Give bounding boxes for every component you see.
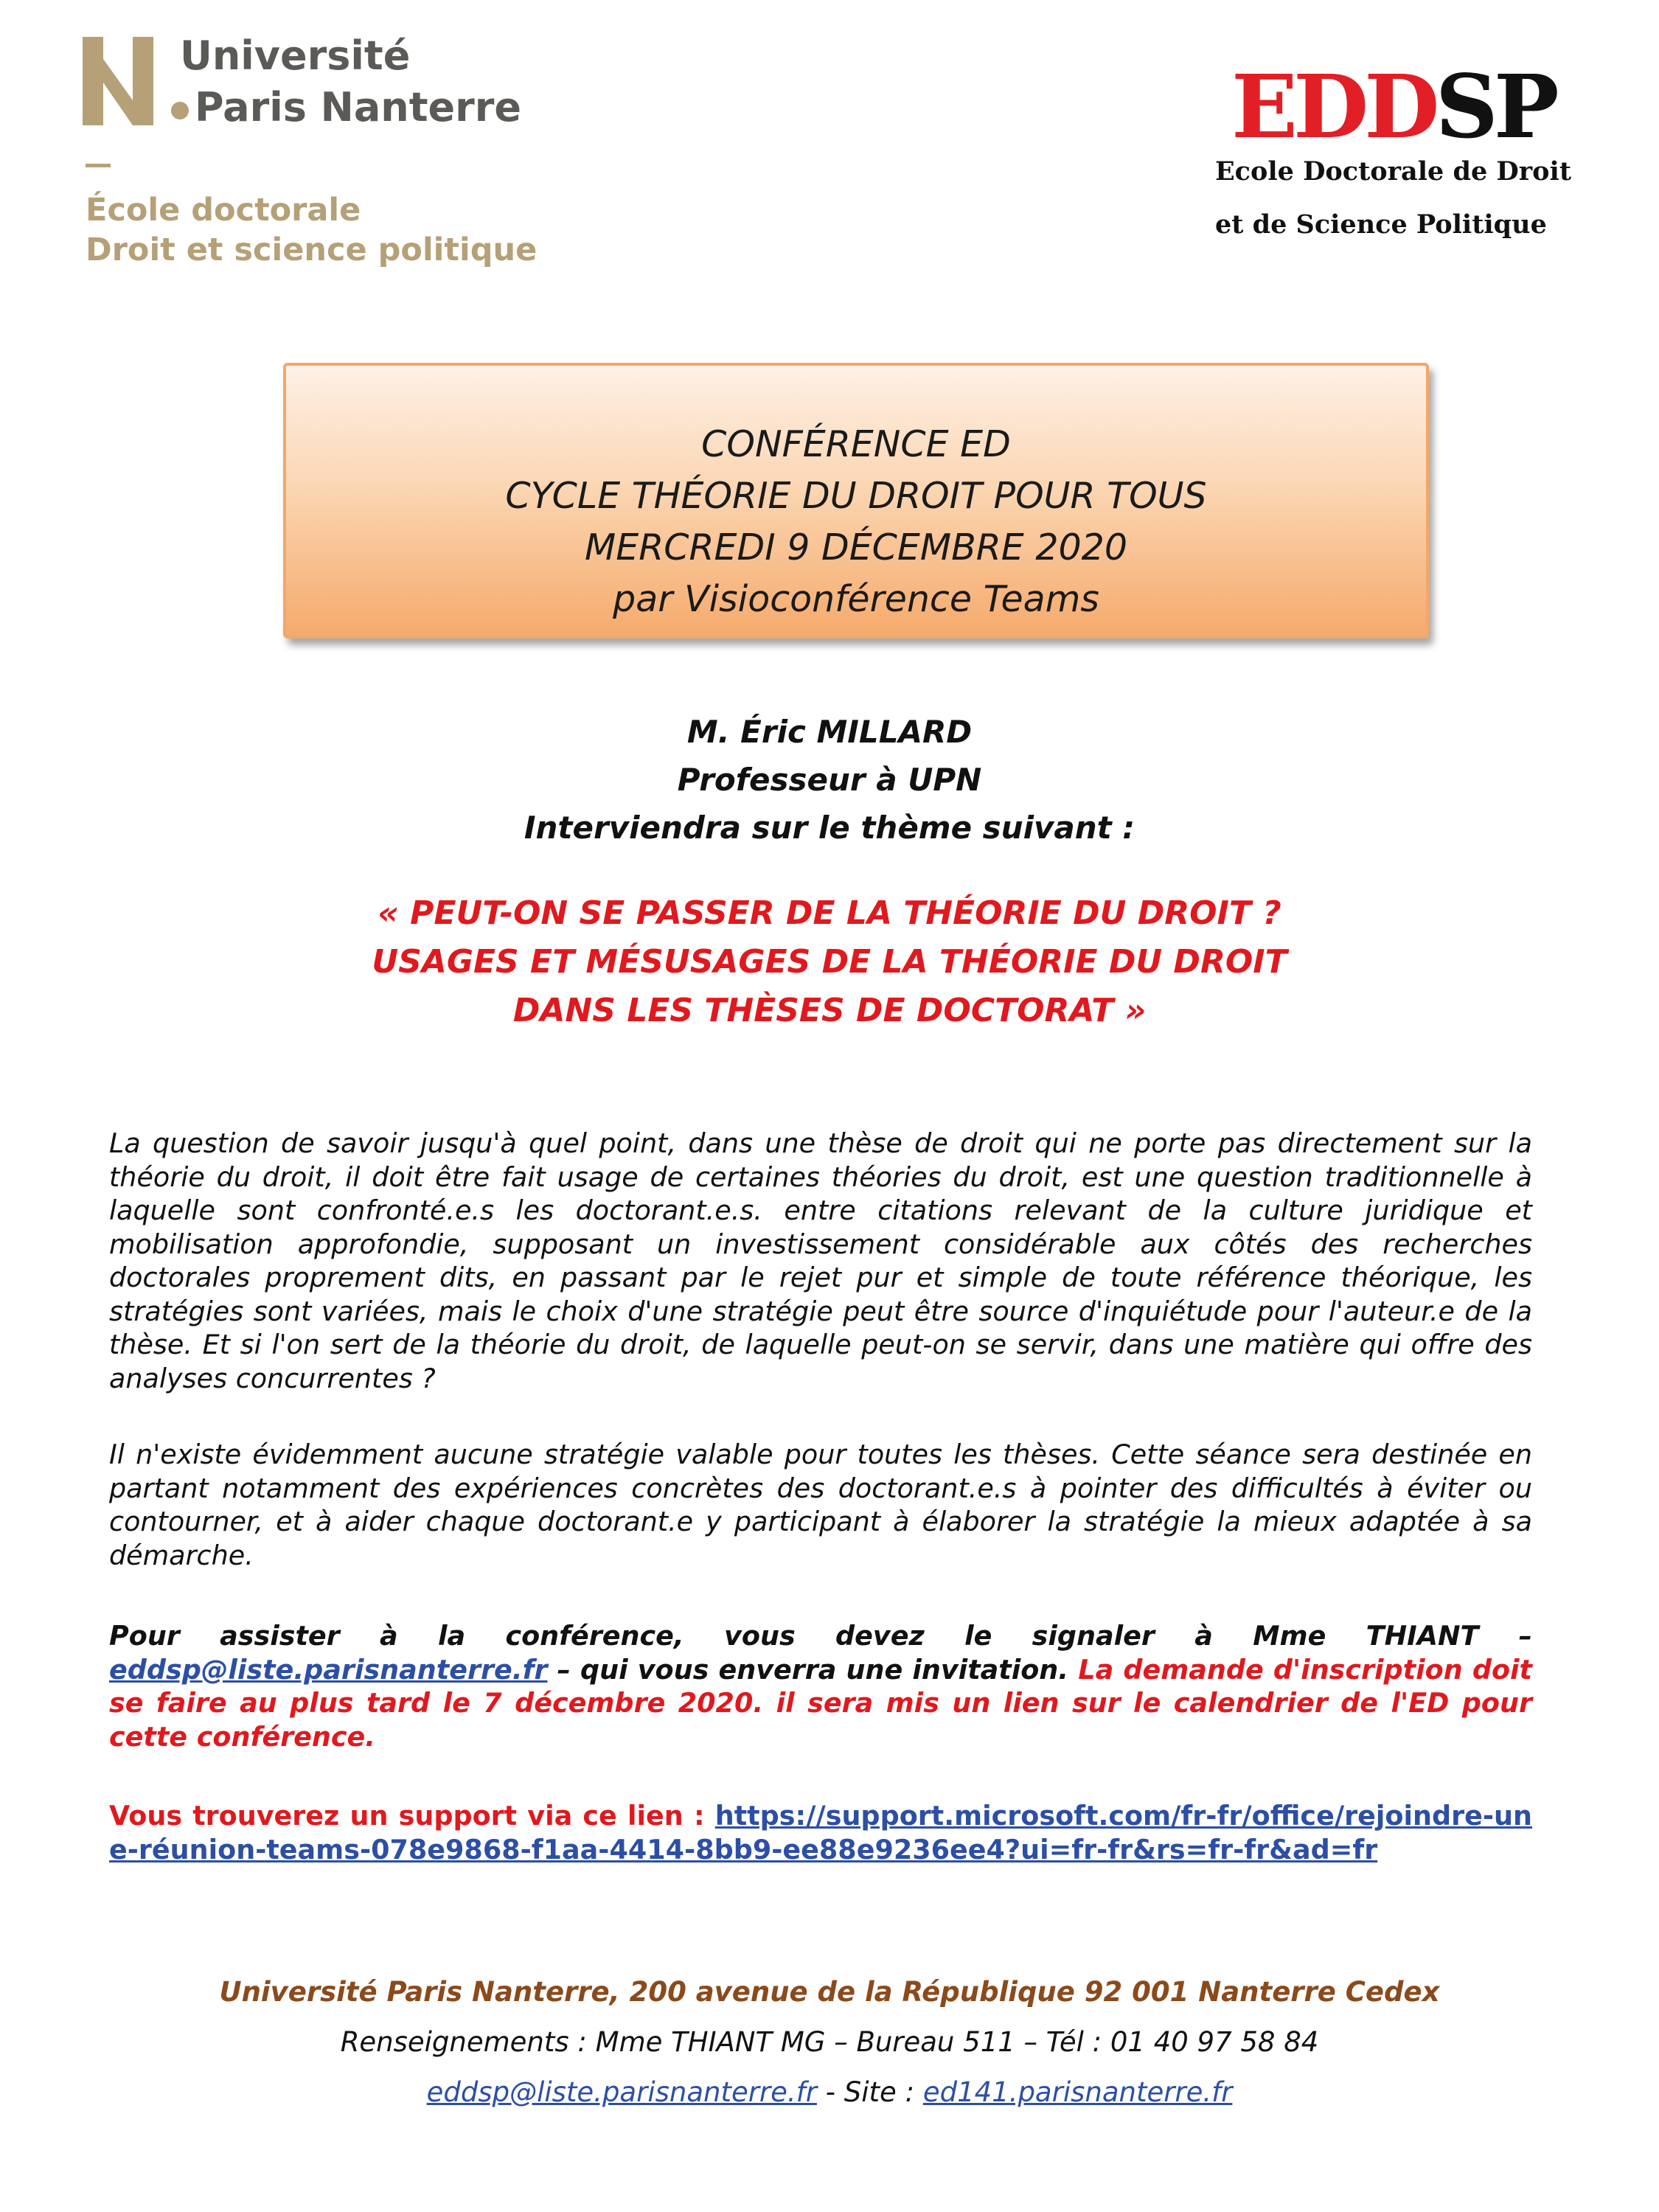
title-cycle: CYCLE THÉORIE DU DROIT POUR TOUS [505, 475, 1207, 517]
university-name-line2: Paris Nanterre [195, 84, 522, 131]
topic-line-3: DANS LES THÈSES DE DOCTORAT » [512, 992, 1147, 1029]
title-format: par Visioconférence Teams [613, 578, 1099, 620]
registration-deadline: La demande d'inscription doit se faire au plus tard le 7 décembre 2020. il sera mis un lien sur le calendrier de l'ED pour cette conférence. [109, 1653, 1532, 1753]
ecole-doctorale-label: École doctorale [86, 192, 361, 229]
speaker-name: M. Éric MILLARD [686, 714, 973, 750]
footer-links [0, 2067, 1659, 2118]
registration-paragraph [109, 1619, 1532, 1753]
support-link[interactable]: https://support.microsoft.com/fr-fr/office/rejoindre-une-réunion-teams-078e9868-f1aa-4414-8bb9-ee88e9236ee4?ui=fr-fr&rs=fr-fr&ad=fr [109, 1800, 1532, 1865]
eddsp-logo [1209, 55, 1593, 254]
title-date: MERCREDI 9 DÉCEMBRE 2020 [584, 526, 1128, 568]
body-paragraph-2: Il n'existe évidemment aucune stratégie valable pour toutes les thèses. Cette séance sera destinée en partant notamment des expériences concrètes des doctorant.e.s à pointer des difficultés à éviter ou contourner, et à aider chaque doctorant.e y participant à élaborer la stratégie la mieux adaptée à sa démarche. [109, 1439, 1532, 1571]
topic-line-2: USAGES ET MÉSUSAGES DE LA THÉORIE DU DROIT [372, 943, 1287, 981]
eddsp-subtitle-line2: et de Science Politique [1215, 209, 1547, 240]
footer [0, 1967, 1659, 2118]
speaker-intro: Interviendra sur le thème suivant : [524, 810, 1135, 846]
registration-email-link[interactable]: eddsp@liste.parisnanterre.fr [109, 1653, 548, 1686]
university-name-line1: Université [180, 32, 411, 79]
body-paragraph-1: La question de savoir jusqu'à quel point, dans une thèse de droit qui ne porte pas directement sur la théorie du droit, il doit être fait usage de certaines théories du droit, est une question traditionnelle à laquelle sont confronté.e.s les doctorant.e.s. entre citations relevant de la culture juridique et mobilisation approfondie, supposant un investissement considérable aux côtés des recherches doctorales proprement dits, en passant par le rejet pur et simple de toute référence théorique, les stratégies sont variées, mais le choix d'une stratégie peut être source d'inquiétude pour l'auteur.e de la thèse. Et si l'on sert de la théorie du droit, de laquelle peut-on se servir, dans une matière qui offre des analyses concurrentes ? [109, 1127, 1532, 1394]
speaker-role: Professeur à UPN [677, 762, 982, 798]
ecole-doctorale-subtitle: Droit et science politique [86, 232, 538, 268]
footer-site-link[interactable]: ed141.parisnanterre.fr [922, 2076, 1233, 2108]
footer-site-label: - Site : [816, 2076, 923, 2108]
topic-line-1: « PEUT-ON SE PASSER DE LA THÉORIE DU DROIT ? [378, 894, 1281, 932]
registration-text: Pour assister à la conférence, vous devez le signaler à Mme THIANT – [109, 1620, 1532, 1652]
logo-divider [86, 164, 111, 167]
support-paragraph [109, 1799, 1532, 1866]
eddsp-wordmark [1231, 55, 1555, 158]
footer-email-link[interactable]: eddsp@liste.parisnanterre.fr [426, 2076, 817, 2108]
conference-title-box [283, 363, 1429, 639]
university-dot-icon [170, 100, 190, 121]
eddsp-letter-d1: D [1293, 55, 1365, 158]
university-logo [83, 32, 554, 280]
eddsp-subtitle-line1: Ecole Doctorale de Droit [1215, 156, 1571, 187]
conference-topic [0, 889, 1659, 1035]
eddsp-letter-e: E [1231, 55, 1293, 158]
eddsp-letters-sp: SP [1435, 55, 1555, 158]
footer-contact: Renseignements : Mme THIANT MG – Bureau 511 – Tél : 01 40 97 58 84 [340, 2026, 1319, 2058]
footer-address: Université Paris Nanterre, 200 avenue de la République 92 001 Nanterre Cedex [219, 1976, 1440, 2008]
registration-text-2: – qui vous enverra une invitation. [547, 1653, 1069, 1686]
university-mark-icon [83, 37, 164, 125]
title-conference: CONFÉRENCE ED [701, 423, 1011, 465]
support-text: Vous trouverez un support via ce lien : [109, 1800, 715, 1832]
speaker-block [0, 708, 1659, 852]
eddsp-letter-d2: D [1364, 55, 1436, 158]
